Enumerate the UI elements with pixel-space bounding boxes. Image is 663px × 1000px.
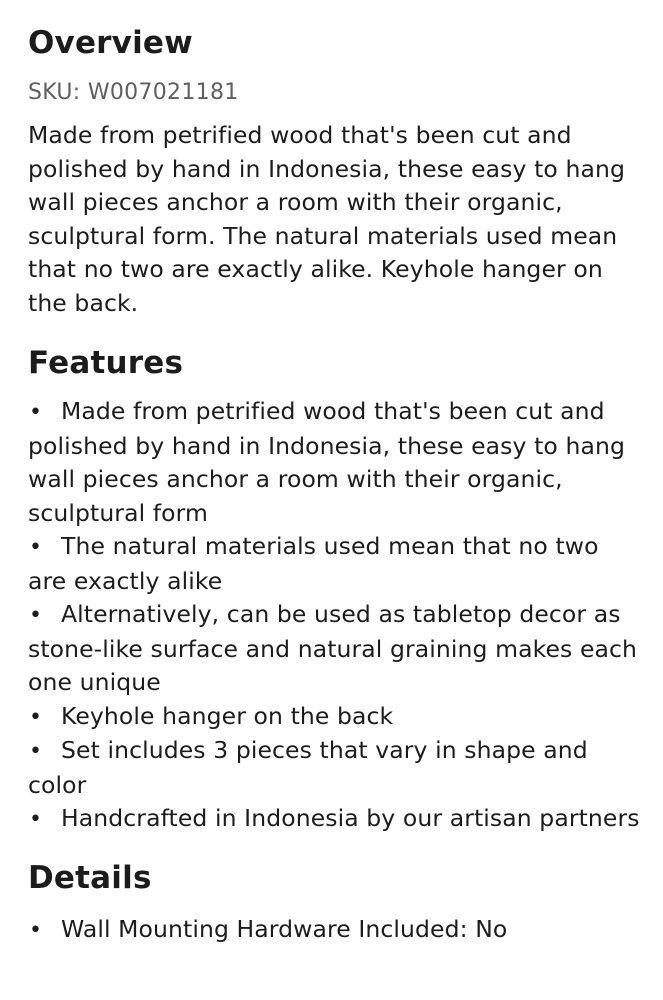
feature-item xyxy=(28,734,643,802)
feature-item xyxy=(28,598,643,700)
product-description: Made from petrified wood that's been cut and polished by hand in Indonesia, these easy to hang wall pieces anchor a room with their organic, sculptural form. The natural materials used mean that no two are exactly alike. Keyhole hanger on the back. xyxy=(28,121,625,317)
feature-item xyxy=(28,802,643,837)
bullet-icon xyxy=(28,530,61,565)
details-list xyxy=(28,913,643,948)
features-list xyxy=(28,395,643,837)
overview-heading: Overview xyxy=(28,25,193,61)
feature-text: Alternatively, can be used as tabletop decor as stone-like surface and natural graining makes each one unique xyxy=(28,600,638,696)
features-heading: Features xyxy=(28,345,184,381)
feature-text: The natural materials used mean that no two are exactly alike xyxy=(28,532,599,595)
bullet-icon xyxy=(28,734,61,769)
bullet-icon xyxy=(28,700,61,735)
feature-text: Made from petrified wood that's been cut and polished by hand in Indonesia, these easy to hang wall pieces anchor a room with their organic, sculptural form xyxy=(28,397,625,527)
sku-line xyxy=(28,80,643,106)
bullet-icon xyxy=(28,802,61,837)
sku-value: W007021181 xyxy=(87,80,239,105)
detail-label: Wall Mounting Hardware Included: xyxy=(61,914,468,943)
feature-text: Handcrafted in Indonesia by our artisan partners xyxy=(61,804,640,832)
sku-label: SKU: xyxy=(28,80,81,105)
feature-text: Keyhole hanger on the back xyxy=(61,701,394,730)
detail-item xyxy=(28,913,643,948)
details-heading: Details xyxy=(28,859,152,896)
feature-item xyxy=(28,700,643,735)
bullet-icon xyxy=(28,598,61,633)
feature-text: Set includes 3 pieces that vary in shape and color xyxy=(28,736,588,799)
bullet-icon xyxy=(28,395,61,430)
feature-item xyxy=(28,530,643,598)
detail-value: No xyxy=(475,914,508,943)
feature-item xyxy=(28,395,643,530)
bullet-icon xyxy=(28,913,61,948)
